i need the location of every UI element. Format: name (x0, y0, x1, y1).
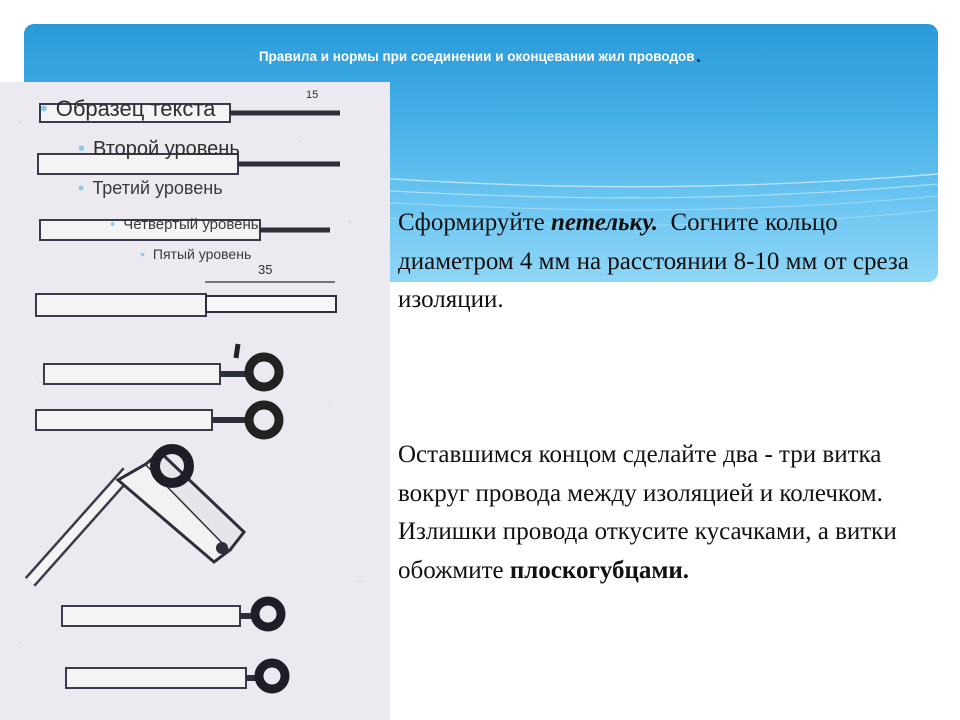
bullet-icon: • (110, 216, 116, 233)
bullet-icon: • (140, 246, 145, 262)
p1-text-a: Сформируйте (398, 209, 552, 236)
dimension-label-15: 15 (306, 89, 319, 101)
slide-title (40, 34, 920, 78)
placeholder-level-2 (78, 138, 240, 161)
p2-text-a: Оставшимся концом сделайте два - три витка вокруг провода между изоляцией и колечком. Излишки провода откусите кусачками, а витки обожмите (398, 441, 897, 584)
placeholder-level-5-text: Пятый уровень (152, 246, 252, 262)
placeholder-level-1-text: Образец текста (55, 96, 216, 121)
placeholder-level-4-text: Четвертый уровень (123, 216, 259, 233)
wire-terminations-photo (0, 82, 390, 720)
instruction-paragraph-1 (398, 204, 938, 320)
p1-text-b: Согните кольцо диаметром 4 мм на расстоянии 8-10 мм от среза изоляции. (398, 209, 916, 313)
slide-title-period: . (695, 44, 702, 67)
placeholder-level-3-text: Третий уровень (92, 178, 223, 198)
dimension-label-35: 35 (258, 262, 273, 277)
bullet-icon: • (78, 138, 86, 160)
placeholder-level-4 (110, 216, 259, 233)
placeholder-level-2-text: Второй уровень (93, 138, 240, 160)
bullet-icon: • (40, 96, 48, 121)
p1-emphasis: петельку. (551, 209, 658, 236)
instruction-paragraph-2 (398, 436, 938, 590)
placeholder-level-5 (140, 246, 251, 262)
slide-title-text: Правила и нормы при соединении и оконцевании жил проводов (258, 48, 695, 64)
p2-emphasis: плоскогубцами. (509, 556, 690, 584)
placeholder-level-1 (40, 96, 215, 122)
placeholder-level-3 (78, 178, 223, 199)
bullet-icon: • (78, 178, 85, 198)
